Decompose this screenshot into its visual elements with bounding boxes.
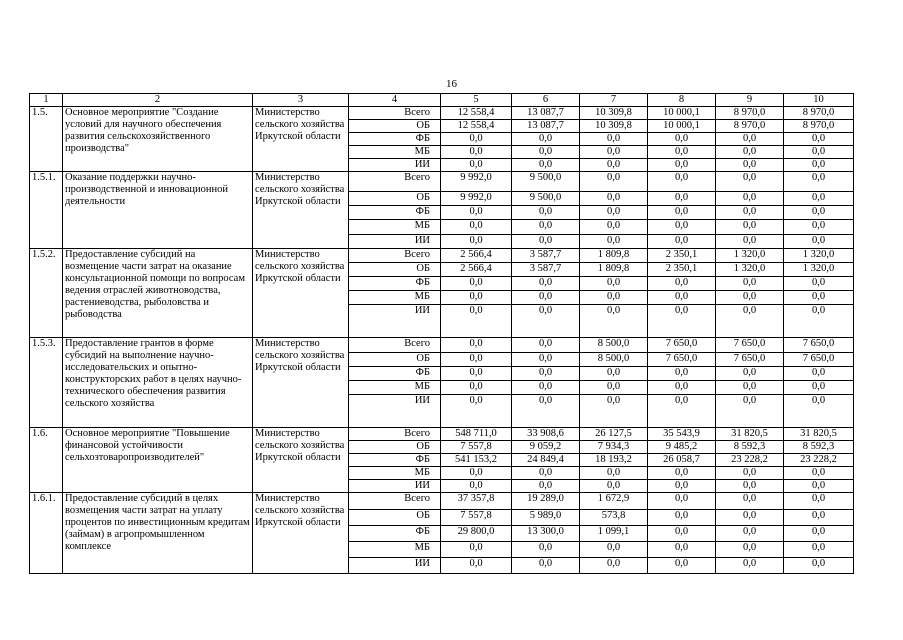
value-cell: 0,0 (580, 235, 648, 249)
budget-table (29, 93, 854, 574)
header-cell: 2 (63, 94, 253, 107)
page-number: 16 (446, 78, 457, 90)
value-cell: 0,0 (784, 305, 854, 338)
value-cell: 0,0 (441, 542, 512, 558)
value-cell: 0,0 (648, 558, 716, 574)
value-cell: 0,0 (716, 172, 784, 192)
item-code: 1.6. (30, 428, 63, 493)
value-cell: 7 650,0 (784, 338, 854, 353)
value-cell: 0,0 (784, 206, 854, 220)
funding-source: МБ (349, 467, 441, 480)
funding-source: МБ (349, 291, 441, 305)
value-cell: 0,0 (580, 558, 648, 574)
value-cell: 23 228,2 (716, 454, 784, 467)
value-cell: 0,0 (512, 381, 580, 395)
value-cell: 0,0 (716, 235, 784, 249)
value-cell: 9 992,0 (441, 192, 512, 206)
value-cell: 0,0 (441, 159, 512, 172)
value-cell: 0,0 (716, 558, 784, 574)
value-cell: 0,0 (512, 395, 580, 428)
value-cell: 35 543,9 (648, 428, 716, 441)
value-cell: 0,0 (784, 467, 854, 480)
funding-source: ОБ (349, 263, 441, 277)
funding-source: ФБ (349, 277, 441, 291)
value-cell: 12 558,4 (441, 107, 512, 120)
value-cell: 8 592,3 (716, 441, 784, 454)
value-cell: 7 557,8 (441, 510, 512, 526)
executor: Министерство сельского хозяйства Иркутской области (253, 107, 349, 172)
value-cell: 10 000,1 (648, 107, 716, 120)
value-cell: 9 992,0 (441, 172, 512, 192)
table-row (30, 249, 854, 263)
funding-source: ОБ (349, 120, 441, 133)
value-cell: 0,0 (580, 480, 648, 493)
funding-source: МБ (349, 220, 441, 235)
funding-source: ИИ (349, 558, 441, 574)
value-cell: 0,0 (580, 395, 648, 428)
value-cell: 12 558,4 (441, 120, 512, 133)
value-cell: 0,0 (441, 277, 512, 291)
funding-source: Всего (349, 493, 441, 510)
header-cell: 7 (580, 94, 648, 107)
header-cell: 10 (784, 94, 854, 107)
value-cell: 9 500,0 (512, 172, 580, 192)
value-cell: 0,0 (784, 133, 854, 146)
value-cell: 0,0 (716, 146, 784, 159)
value-cell: 19 289,0 (512, 493, 580, 510)
value-cell: 0,0 (716, 526, 784, 542)
value-cell: 7 650,0 (716, 353, 784, 367)
executor: Министерство сельского хозяйства Иркутской области (253, 493, 349, 574)
value-cell: 2 566,4 (441, 249, 512, 263)
value-cell: 23 228,2 (784, 454, 854, 467)
value-cell: 10 000,1 (648, 120, 716, 133)
item-name: Предоставление грантов в форме субсидий на выполнение научно-исследовательских и опытно-конструкторских работ в целях научно-технического обеспечения развития сельского хозяйства (63, 338, 253, 428)
value-cell: 13 087,7 (512, 120, 580, 133)
funding-source: ИИ (349, 395, 441, 428)
header-cell: 5 (441, 94, 512, 107)
funding-source: МБ (349, 146, 441, 159)
value-cell: 13 087,7 (512, 107, 580, 120)
value-cell: 2 350,1 (648, 263, 716, 277)
value-cell: 0,0 (580, 367, 648, 381)
value-cell: 0,0 (716, 206, 784, 220)
table-row (30, 428, 854, 441)
value-cell: 0,0 (784, 558, 854, 574)
value-cell: 0,0 (648, 542, 716, 558)
value-cell: 10 309,8 (580, 120, 648, 133)
value-cell: 0,0 (648, 235, 716, 249)
value-cell: 31 820,5 (716, 428, 784, 441)
value-cell: 0,0 (716, 192, 784, 206)
funding-source: ОБ (349, 353, 441, 367)
value-cell: 1 320,0 (716, 263, 784, 277)
value-cell: 0,0 (512, 558, 580, 574)
value-cell: 1 320,0 (716, 249, 784, 263)
funding-source: ОБ (349, 510, 441, 526)
value-cell: 10 309,8 (580, 107, 648, 120)
value-cell: 0,0 (648, 480, 716, 493)
item-name: Основное мероприятие "Повышение финансовой устойчивости сельхозтоваропроизводителей" (63, 428, 253, 493)
funding-source: Всего (349, 338, 441, 353)
value-cell: 0,0 (784, 220, 854, 235)
header-cell: 6 (512, 94, 580, 107)
executor: Министерство сельского хозяйства Иркутской области (253, 249, 349, 338)
value-cell: 0,0 (580, 220, 648, 235)
value-cell: 0,0 (784, 235, 854, 249)
value-cell: 37 357,8 (441, 493, 512, 510)
header-cell: 9 (716, 94, 784, 107)
value-cell: 8 970,0 (716, 107, 784, 120)
value-cell: 0,0 (512, 480, 580, 493)
funding-source: ИИ (349, 159, 441, 172)
value-cell: 0,0 (580, 291, 648, 305)
funding-source: ИИ (349, 480, 441, 493)
value-cell: 0,0 (648, 493, 716, 510)
value-cell: 7 650,0 (716, 338, 784, 353)
value-cell: 0,0 (512, 277, 580, 291)
funding-source: ФБ (349, 454, 441, 467)
value-cell: 0,0 (648, 381, 716, 395)
value-cell: 0,0 (716, 381, 784, 395)
value-cell: 0,0 (512, 291, 580, 305)
value-cell: 0,0 (784, 526, 854, 542)
value-cell: 0,0 (441, 146, 512, 159)
table-row (30, 493, 854, 510)
item-name: Оказание поддержки научно-производственной и инновационной деятельности (63, 172, 253, 249)
funding-source: ИИ (349, 305, 441, 338)
header-cell: 4 (349, 94, 441, 107)
value-cell: 0,0 (441, 480, 512, 493)
value-cell: 0,0 (648, 467, 716, 480)
value-cell: 0,0 (580, 133, 648, 146)
value-cell: 0,0 (784, 367, 854, 381)
value-cell: 0,0 (716, 291, 784, 305)
value-cell: 0,0 (441, 353, 512, 367)
value-cell: 7 650,0 (648, 338, 716, 353)
table-row (30, 172, 854, 192)
value-cell: 0,0 (784, 146, 854, 159)
value-cell: 29 800,0 (441, 526, 512, 542)
value-cell: 0,0 (716, 467, 784, 480)
value-cell: 1 320,0 (784, 249, 854, 263)
value-cell: 0,0 (648, 277, 716, 291)
value-cell: 24 849,4 (512, 454, 580, 467)
header-row (30, 94, 854, 107)
value-cell: 0,0 (716, 220, 784, 235)
value-cell: 0,0 (648, 526, 716, 542)
value-cell: 8 500,0 (580, 353, 648, 367)
header-cell: 1 (30, 94, 63, 107)
value-cell: 0,0 (512, 467, 580, 480)
item-code: 1.5.2. (30, 249, 63, 338)
value-cell: 0,0 (784, 480, 854, 493)
value-cell: 0,0 (441, 235, 512, 249)
value-cell: 0,0 (441, 381, 512, 395)
funding-source: ФБ (349, 367, 441, 381)
item-name: Основное мероприятие "Создание условий для научного обеспечения развития сельскохозяйственного производства" (63, 107, 253, 172)
value-cell: 0,0 (580, 381, 648, 395)
value-cell: 0,0 (784, 493, 854, 510)
value-cell: 0,0 (648, 172, 716, 192)
value-cell: 0,0 (512, 353, 580, 367)
value-cell: 0,0 (716, 510, 784, 526)
value-cell: 1 809,8 (580, 249, 648, 263)
value-cell: 0,0 (580, 192, 648, 206)
item-name: Предоставление субсидий на возмещение части затрат на оказание консультационной помощи по вопросам ведения отраслей животноводства, растениеводства, рыболовства и рыбоводства (63, 249, 253, 338)
value-cell: 0,0 (784, 277, 854, 291)
value-cell: 8 970,0 (716, 120, 784, 133)
value-cell: 0,0 (512, 338, 580, 353)
funding-source: Всего (349, 107, 441, 120)
value-cell: 0,0 (512, 206, 580, 220)
value-cell: 1 672,9 (580, 493, 648, 510)
value-cell: 0,0 (580, 206, 648, 220)
value-cell: 0,0 (441, 467, 512, 480)
value-cell: 573,8 (580, 510, 648, 526)
value-cell: 8 500,0 (580, 338, 648, 353)
value-cell: 0,0 (580, 277, 648, 291)
value-cell: 1 320,0 (784, 263, 854, 277)
value-cell: 18 193,2 (580, 454, 648, 467)
value-cell: 0,0 (648, 192, 716, 206)
value-cell: 0,0 (648, 305, 716, 338)
value-cell: 33 908,6 (512, 428, 580, 441)
value-cell: 31 820,5 (784, 428, 854, 441)
value-cell: 7 650,0 (784, 353, 854, 367)
value-cell: 3 587,7 (512, 249, 580, 263)
value-cell: 8 970,0 (784, 120, 854, 133)
value-cell: 0,0 (716, 305, 784, 338)
value-cell: 541 153,2 (441, 454, 512, 467)
value-cell: 0,0 (648, 206, 716, 220)
value-cell: 7 934,3 (580, 441, 648, 454)
value-cell: 0,0 (512, 305, 580, 338)
item-code: 1.5. (30, 107, 63, 172)
value-cell: 0,0 (512, 542, 580, 558)
value-cell: 0,0 (716, 367, 784, 381)
value-cell: 0,0 (580, 305, 648, 338)
value-cell: 0,0 (784, 381, 854, 395)
funding-source: Всего (349, 249, 441, 263)
funding-source: ОБ (349, 192, 441, 206)
value-cell: 0,0 (512, 367, 580, 381)
table-row (30, 338, 854, 353)
value-cell: 0,0 (441, 206, 512, 220)
value-cell: 0,0 (580, 146, 648, 159)
value-cell: 0,0 (784, 395, 854, 428)
funding-source: ФБ (349, 526, 441, 542)
value-cell: 8 592,3 (784, 441, 854, 454)
value-cell: 0,0 (648, 291, 716, 305)
value-cell: 0,0 (512, 146, 580, 159)
table-row (30, 107, 854, 120)
funding-source: МБ (349, 542, 441, 558)
value-cell: 0,0 (441, 291, 512, 305)
funding-source: ИИ (349, 235, 441, 249)
executor: Министерство сельского хозяйства Иркутской области (253, 172, 349, 249)
value-cell: 0,0 (441, 305, 512, 338)
value-cell: 0,0 (784, 172, 854, 192)
value-cell: 0,0 (648, 510, 716, 526)
value-cell: 0,0 (441, 367, 512, 381)
funding-source: МБ (349, 381, 441, 395)
value-cell: 0,0 (512, 235, 580, 249)
value-cell: 0,0 (648, 159, 716, 172)
value-cell: 0,0 (784, 542, 854, 558)
value-cell: 0,0 (580, 172, 648, 192)
funding-source: ФБ (349, 133, 441, 146)
header-cell: 3 (253, 94, 349, 107)
item-code: 1.5.1. (30, 172, 63, 249)
value-cell: 0,0 (648, 220, 716, 235)
value-cell: 9 500,0 (512, 192, 580, 206)
value-cell: 0,0 (580, 542, 648, 558)
value-cell: 3 587,7 (512, 263, 580, 277)
value-cell: 0,0 (441, 133, 512, 146)
value-cell: 0,0 (580, 159, 648, 172)
value-cell: 26 127,5 (580, 428, 648, 441)
value-cell: 0,0 (648, 395, 716, 428)
funding-source: ФБ (349, 206, 441, 220)
item-name: Предоставление субсидий в целях возмещения части затрат на уплату процентов по инвестиционным кредитам (займам) в агропромышленном комплексе (63, 493, 253, 574)
value-cell: 1 099,1 (580, 526, 648, 542)
value-cell: 0,0 (512, 220, 580, 235)
funding-source: Всего (349, 172, 441, 192)
item-code: 1.5.3. (30, 338, 63, 428)
value-cell: 0,0 (716, 493, 784, 510)
value-cell: 0,0 (648, 146, 716, 159)
value-cell: 0,0 (716, 395, 784, 428)
value-cell: 0,0 (512, 133, 580, 146)
value-cell: 9 485,2 (648, 441, 716, 454)
value-cell: 2 350,1 (648, 249, 716, 263)
value-cell: 0,0 (716, 133, 784, 146)
value-cell: 0,0 (441, 220, 512, 235)
value-cell: 0,0 (716, 277, 784, 291)
value-cell: 0,0 (784, 291, 854, 305)
item-code: 1.6.1. (30, 493, 63, 574)
value-cell: 26 058,7 (648, 454, 716, 467)
funding-source: Всего (349, 428, 441, 441)
value-cell: 5 989,0 (512, 510, 580, 526)
executor: Министерство сельского хозяйства Иркутской области (253, 428, 349, 493)
value-cell: 0,0 (784, 192, 854, 206)
value-cell: 0,0 (716, 159, 784, 172)
value-cell: 13 300,0 (512, 526, 580, 542)
value-cell: 0,0 (784, 510, 854, 526)
value-cell: 0,0 (716, 542, 784, 558)
value-cell: 0,0 (441, 395, 512, 428)
value-cell: 8 970,0 (784, 107, 854, 120)
value-cell: 0,0 (784, 159, 854, 172)
value-cell: 9 059,2 (512, 441, 580, 454)
header-cell: 8 (648, 94, 716, 107)
executor: Министерство сельского хозяйства Иркутской области (253, 338, 349, 428)
value-cell: 0,0 (441, 558, 512, 574)
value-cell: 1 809,8 (580, 263, 648, 277)
value-cell: 2 566,4 (441, 263, 512, 277)
value-cell: 0,0 (648, 133, 716, 146)
value-cell: 0,0 (512, 159, 580, 172)
funding-source: ОБ (349, 441, 441, 454)
value-cell: 548 711,0 (441, 428, 512, 441)
value-cell: 0,0 (580, 467, 648, 480)
value-cell: 7 557,8 (441, 441, 512, 454)
value-cell: 0,0 (441, 338, 512, 353)
value-cell: 0,0 (648, 367, 716, 381)
value-cell: 0,0 (716, 480, 784, 493)
value-cell: 7 650,0 (648, 353, 716, 367)
